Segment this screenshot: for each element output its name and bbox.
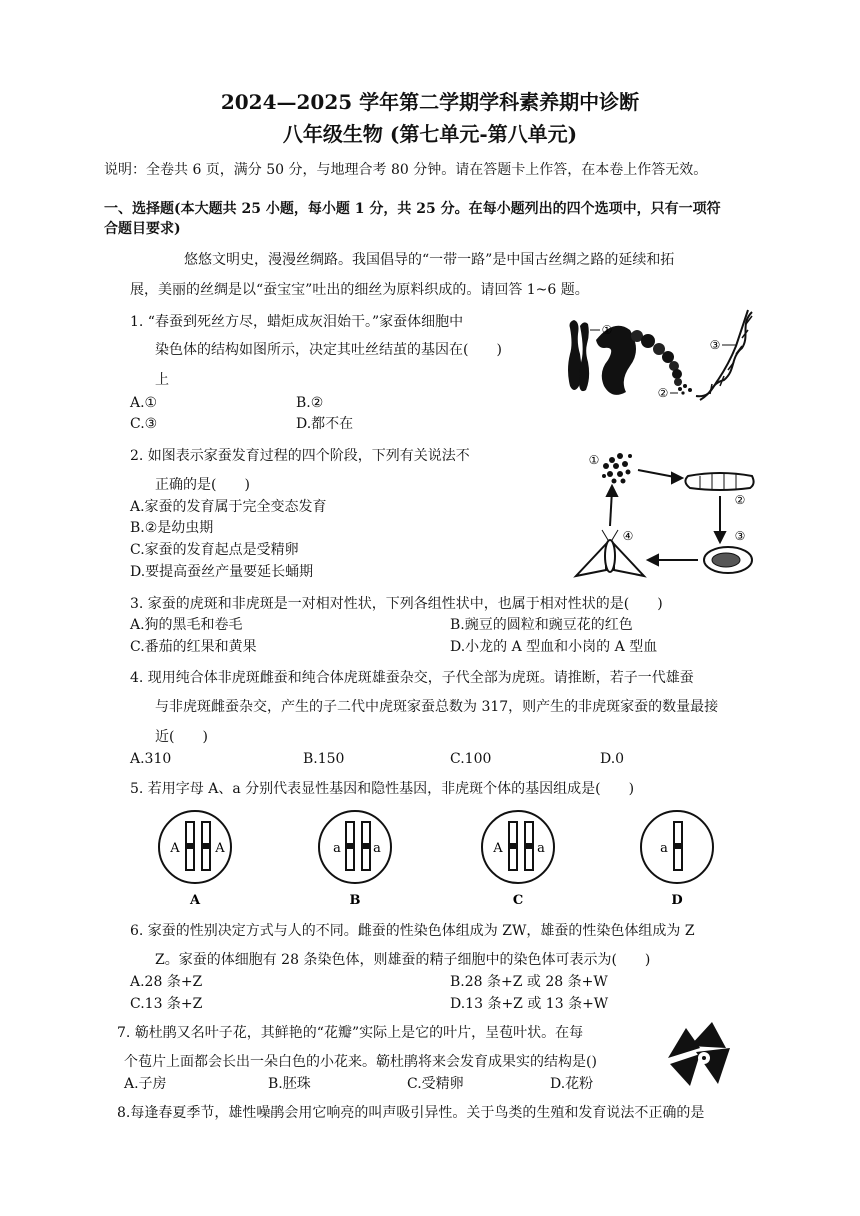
q1-stem: 1. “春蚕到死丝方尽，蜡炬成灰泪始干。”家蚕体细胞中 [130, 314, 464, 330]
q3-option-a: A.狗的黑毛和卷毛 [130, 617, 243, 633]
q4-option-c: C.100 [450, 751, 492, 767]
q6-stem-cont: Z。家蚕的体细胞有 28 条染色体，则雄蚕的精子细胞中的染色体可表示为( ) [155, 952, 651, 968]
q3-stem: 3. 家蚕的虎斑和非虎斑是一对相对性状，下列各组性状中，也属于相对性状的是( ) [130, 596, 663, 612]
q2-stem-cont: 正确的是( ) [155, 477, 250, 493]
q8-stem: 8.每逢春夏季节，雄性噪鹃会用它响亮的叫声吸引异性。关于鸟类的生殖和发育说法不正确的是 [117, 1105, 705, 1121]
bougainvillea-figure [660, 1018, 740, 1090]
chromosome-figure [560, 300, 760, 412]
option-a-left-allele: A [170, 841, 180, 856]
q2-option-d: D.要提高蚕丝产量要延长蛹期 [130, 564, 314, 580]
genotype-option-a [159, 811, 231, 908]
option-b-right-allele: a [373, 841, 381, 856]
q3-option-d: D.小龙的 A 型血和小岗的 A 型血 [450, 639, 658, 655]
option-b-left-allele: a [333, 841, 341, 856]
q2-option-a: A.家蚕的发育属于完全变态发育 [130, 499, 327, 515]
q1-stem-cont2: 上 [155, 372, 169, 388]
q2-stem: 2. 如图表示家蚕发育过程的四个阶段，下列有关说法不 [130, 448, 470, 464]
page-subtitle: 八年级生物 (第七单元-第八单元) [282, 122, 578, 146]
option-c-right-allele: a [537, 841, 545, 856]
q7-stem: 7. 簕杜鹃又名叶子花，其鲜艳的“花瓣”实际上是它的叶片，呈苞叶状。在每 [117, 1025, 584, 1041]
q6-option-a: A.28 条+Z [130, 974, 203, 990]
q1-option-b: B.② [296, 395, 324, 411]
q1-option-c: C.③ [130, 416, 158, 432]
q2-option-c: C.家蚕的发育起点是受精卵 [130, 542, 299, 558]
silkworm-lifecycle-figure [570, 448, 770, 588]
genotype-option-b [319, 811, 391, 908]
chromosome-label-2: ② [657, 386, 669, 400]
q1-option-d: D.都不在 [296, 416, 354, 432]
intro-text: 悠悠文明史，漫漫丝绸路。我国倡导的“一带一路”是中国古丝绸之路的延续和拓 [184, 252, 675, 268]
exam-note: 说明：全卷共 6 页，满分 50 分，与地理合考 80 分钟。请在答题卡上作答，在本卷上作答无效。 [104, 162, 708, 178]
option-c-letter: C [512, 893, 524, 908]
lifecycle-label-3: ③ [734, 529, 746, 543]
q1-stem-cont: 染色体的结构如图所示，决定其吐丝结茧的基因在( ) [155, 342, 502, 358]
page-title: 2024—2025 学年第二学期学科素养期中诊断 [220, 90, 640, 114]
q5-stem: 5. 若用字母 A、a 分别代表显性基因和隐性基因，非虎斑个体的基因组成是( ) [130, 781, 635, 797]
genotype-diagrams [150, 804, 730, 910]
intro-text-cont: 展，美丽的丝绸是以“蚕宝宝”吐出的细丝为原料织成的。请回答 1~6 题。 [130, 282, 589, 298]
larva-image [685, 473, 753, 490]
q7-option-b: B.胚珠 [268, 1076, 311, 1092]
q4-stem-cont2: 近( ) [155, 729, 208, 745]
q6-option-c: C.13 条+Z [130, 996, 203, 1012]
egg-cluster-image [602, 453, 632, 484]
pupa-cocoon-image [704, 547, 752, 573]
q3-option-c: C.番茄的红果和黄果 [130, 639, 257, 655]
option-d-letter: D [671, 893, 683, 908]
q3-option-b: B.豌豆的圆粒和豌豆花的红色 [450, 617, 633, 633]
section-heading: 一、选择题(本大题共 25 小题，每小题 1 分，共 25 分。在每小题列出的四个选项中，只有一项符 [104, 201, 721, 217]
genotype-option-c [482, 811, 554, 908]
option-c-left-allele: A [493, 841, 503, 856]
q4-option-d: D.0 [600, 751, 625, 767]
q6-stem: 6. 家蚕的性别决定方式与人的不同。雌蚕的性染色体组成为 ZW，雄蚕的性染色体组成为 Z [130, 923, 695, 939]
q4-stem: 4. 现用纯合体非虎斑雌蚕和纯合体虎斑雄蚕杂交，子代全部为虎斑。请推断，若子一代雄蚕 [130, 670, 694, 686]
q6-option-b: B.28 条+Z 或 28 条+W [450, 974, 608, 990]
moth-image [576, 530, 644, 576]
q6-option-d: D.13 条+Z 或 13 条+W [450, 996, 609, 1012]
genotype-option-d [641, 811, 713, 908]
q2-option-b: B.②是幼虫期 [130, 520, 214, 536]
option-d-left-allele: a [660, 841, 668, 856]
q4-option-b: B.150 [303, 751, 345, 767]
lifecycle-label-1: ① [588, 453, 600, 467]
chromosome-label-3: ③ [709, 338, 721, 352]
q1-option-a: A.① [130, 395, 158, 411]
option-a-right-allele: A [215, 841, 225, 856]
lifecycle-label-2: ② [734, 493, 746, 507]
lifecycle-label-4: ④ [622, 529, 634, 543]
q7-option-c: C.受精卵 [407, 1076, 464, 1092]
option-a-letter: A [189, 893, 201, 908]
section-heading-cont: 合题目要求) [104, 221, 181, 237]
chromosome-label-1: ① [601, 323, 613, 337]
q7-option-d: D.花粉 [550, 1076, 594, 1092]
q4-stem-cont: 与非虎斑雌蚕杂交，产生的子二代中虎斑家蚕总数为 317，则产生的非虎斑家蚕的数量最接 [155, 699, 719, 715]
q7-option-a: A.子房 [124, 1076, 167, 1092]
option-b-letter: B [349, 893, 361, 908]
q4-option-a: A.310 [130, 751, 172, 767]
q7-stem-cont: 个苞片上面都会长出一朵白色的小花来。簕杜鹃将来会发育成果实的结构是() [124, 1054, 597, 1070]
